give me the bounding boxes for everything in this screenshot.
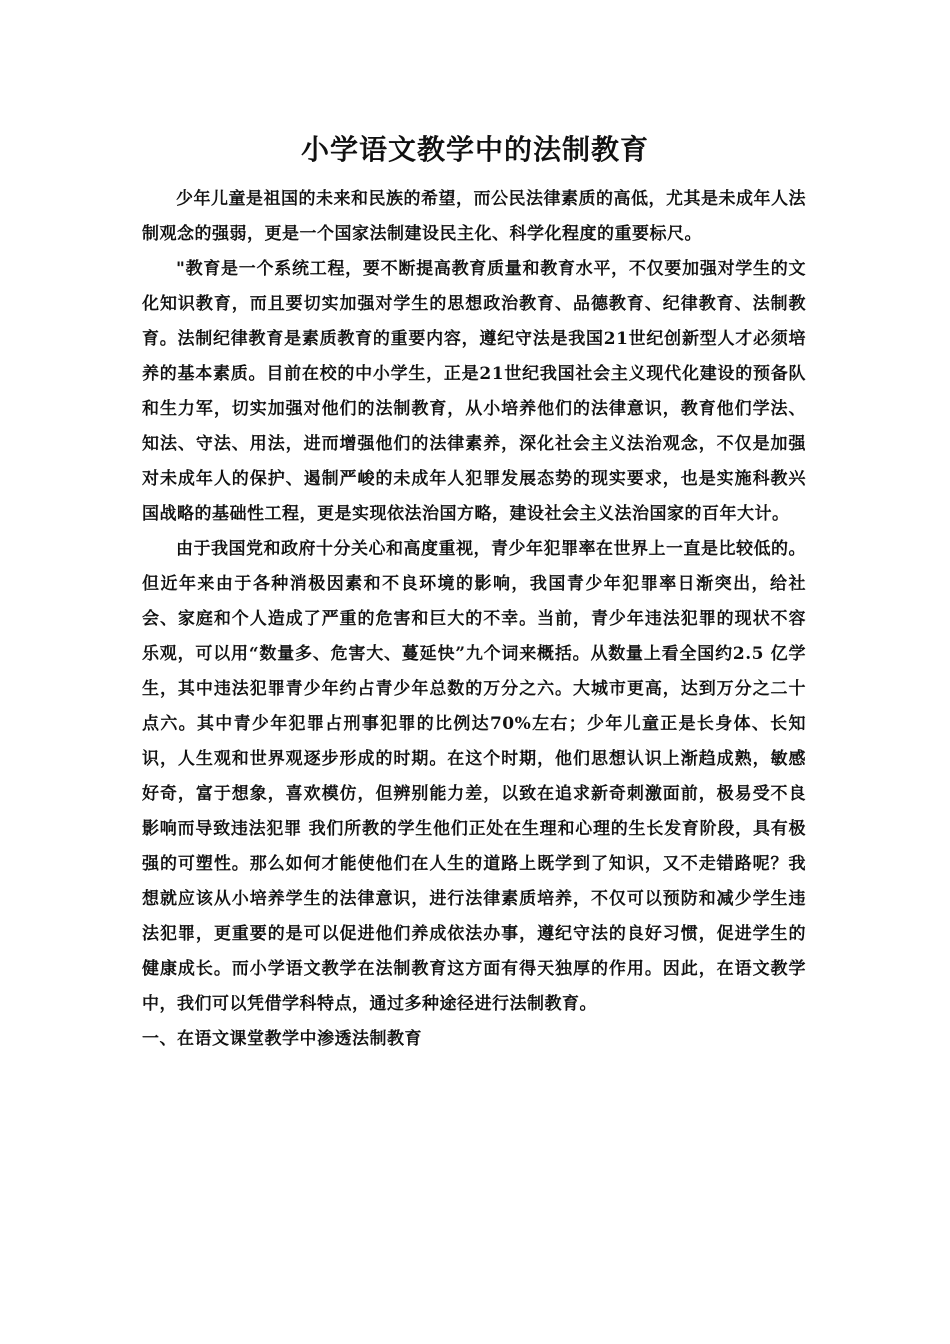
section-heading: 一、在语文课堂教学中渗透法制教育 [142,1029,422,1049]
paragraph-intro: 少年儿童是祖国的未来和民族的希望，而公民法律素质的高低，尤其是未成年人法制观念的强弱，更是一个国家法制建设民主化、科学化程度的重要标尺。 [142,189,806,244]
paragraph-youth-crime: 由于我国党和政府十分关心和高度重视，青少年犯罪率在世界上一直是比较低的。但近年来由于各种消极因素和不良环境的影响，我国青少年犯罪率日渐突出，给社会、家庭和个人造成了严重的危害和巨大的不幸。当前，青少年违法犯罪的现状不容乐观，可以用“数量多、危害大、蔓延快”九个词来概括。从数量上看全国约2.5 亿学生，其中违法犯罪青少年约占青少年总数的万分之六。大城市更高，达到万分之二十点六。其中青少年犯罪占刑事犯罪的比例达70%左右；少年儿童正是长身体、长知识，人生观和世界观逐步形成的时期。在这个时期，他们思想认识上渐趋成熟，敏感好奇，富于想象，喜欢模仿，但辨别能力差，以致在追求新奇刺激面前，极易受不良影响而导致违法犯罪 我们所教的学生他们正处在生理和心理的生长发育阶段，具有极强的可塑性。那么如何才能使他们在人生的道路上既学到了知识，又不走错路呢？我想就应该从小培养学生的法律意识，进行法律素质培养，不仅可以预防和减少学生违法犯罪，更重要的是可以促进他们养成依法办事，遵纪守法的良好习惯，促进学生的健康成长。而小学语文教学在法制教育这方面有得天独厚的作用。因此，在语文教学中，我们可以凭借学科特点，通过多种途径进行法制教育。 [142,539,806,1014]
document-title: 小学语文教学中的法制教育 [300,133,649,166]
paragraph-education-system: "教育是一个系统工程，要不断提高教育质量和教育水平，不仅要加强对学生的文化知识教育，而且要切实加强对学生的思想政治教育、品德教育、纪律教育、法制教育。法制纪律教育是素质教育的重要内容，遵纪守法是我国21世纪创新型人才必须培养的基本素质。目前在校的中小学生，正是21世纪我国社会主义现代化建设的预备队和生力军，切实加强对他们的法制教育，从小培养他们的法律意识，教育他们学法、知法、守法、用法，进而增强他们的法律素养，深化社会主义法治观念，不仅是加强对未成年人的保护、遏制严峻的未成年人犯罪发展态势的现实要求，也是实施科教兴国战略的基础性工程，更是实现依法治国方略，建设社会主义法治国家的百年大计。 [142,259,806,524]
document-body [142,182,806,1057]
